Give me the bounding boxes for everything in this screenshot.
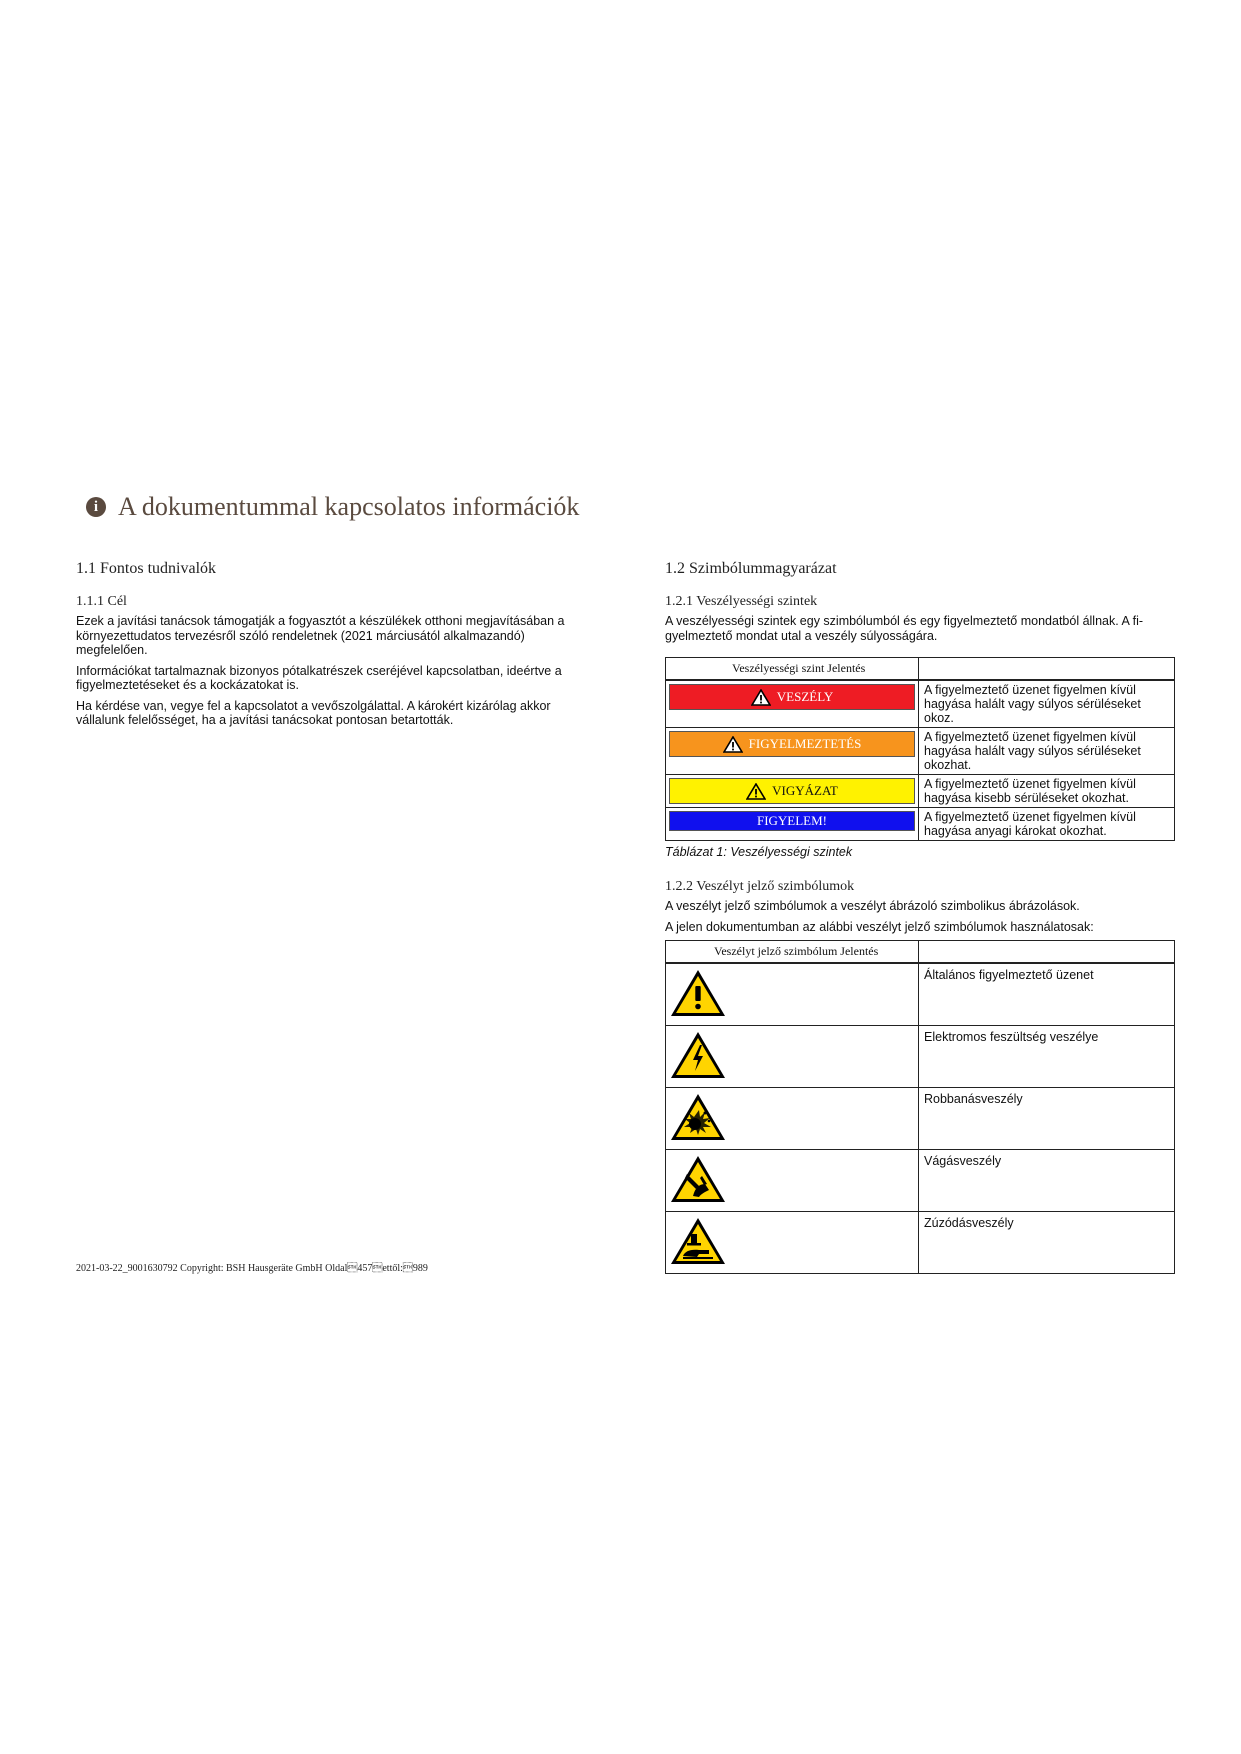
table-row [666,1150,1175,1212]
left-column [76,560,596,734]
meaning-cell: Vágásveszély [919,1150,1175,1212]
paragraph: Ha kérdése van, vegye fel a kapcsolatot a vevőszolgálattal. A károkért kizárólag akkor vállalunk felelősséget, ha a javítási tanácsokat pontosan betartották. [76,698,551,727]
meaning-cell: A figyelmeztető üzenet figyelmen kívül hagyása anyagi károkat okozhat. [919,808,1175,841]
meaning-cell: Zúzódásveszély [919,1212,1175,1274]
meaning-cell: A figyelmeztető üzenet figyelmen kívül hagyása halált vagy súlyos sérüléseket okozhat. [919,728,1175,775]
table-header-empty [919,941,1175,964]
signal-word-notice: FIGYELEM! [669,811,915,831]
table-row [666,1026,1175,1088]
hazard-symbols-intro-2: A jelen dokumentumban az alábbi veszélyt jelző szimbólumok használatosak: [665,919,1094,934]
hazard-levels-intro: A veszélyességi szintek egy szimbólumból és egy figyelmeztető mondatból állnak. A fi-gyelmeztető mondat utal a veszély súlyosságára. [665,614,1144,643]
table-row [666,1088,1175,1150]
hazard-symbols-intro: A veszélyt jelző szimbólumok a veszélyt ábrázoló szimbolikus ábrázolások. [665,899,1080,913]
paragraph: Ezek a javítási tanácsok támogatják a fogyasztót a készülékek otthoni megjavításában a környezettudatos tervezésről szóló rendeletnek (2021 márciusától alkalmazandó) megfelelően. [76,614,565,657]
section-title-symbols: 1.2 Szimbólummagyarázat [665,560,837,577]
page-footer: 2021-03-22_9001630792 Copyright: BSH Hausgeräte GmbH Oldal457ettől:989 [76,1263,428,1274]
electric-hazard-icon [669,1030,727,1080]
info-icon: i [86,497,106,517]
table-header-empty [919,658,1175,681]
table-row [666,775,1175,808]
warning-triangle-icon [746,783,766,800]
crush-hazard-icon [669,1216,727,1266]
table-row [666,1212,1175,1274]
explosion-hazard-icon [669,1092,727,1142]
signal-word-danger: VESZÉLY [669,684,915,710]
meaning-cell: A figyelmeztető üzenet figyelmen kívül hagyása halált vagy súlyos sérüléseket okoz. [919,680,1175,728]
table-header-row [666,658,1175,681]
table-row [666,808,1175,841]
meaning-cell: A figyelmeztető üzenet figyelmen kívül hagyása kisebb sérüléseket okozhat. [919,775,1175,808]
table-header-row [666,941,1175,964]
hazard-symbols-table [665,940,1175,1274]
table-header: Veszélyességi szint Jelentés [666,658,919,681]
subsection-title-hazard-symbols: 1.2.2 Veszélyt jelző szimbólumok [665,879,855,894]
subsection-title-goal: 1.1.1 Cél [76,594,127,609]
table-row [666,728,1175,775]
hazard-levels-table [665,657,1175,841]
warning-triangle-icon [723,736,743,753]
paragraph: Információkat tartalmaznak bizonyos pótalkatrészek cseréjével kapcsolatban, ideértve a figyelmeztetéseket és a kockázatokat is. [76,663,562,692]
table-header: Veszélyt jelző szimbólum Jelentés [666,941,919,964]
warning-triangle-icon [751,689,771,706]
signal-word-caution: VIGYÁZAT [669,778,915,804]
meaning-cell: Elektromos feszültség veszélye [919,1026,1175,1088]
section-title-important: 1.1 Fontos tudnivalók [76,560,217,577]
right-column [665,560,1175,1274]
meaning-cell: Robbanásveszély [919,1088,1175,1150]
signal-word-warning: FIGYELMEZTETÉS [669,731,915,757]
general-warning-icon [669,968,727,1018]
subsection-title-hazard-levels: 1.2.1 Veszélyességi szintek [665,594,818,609]
table-row [666,680,1175,728]
cut-hazard-icon [669,1154,727,1204]
page-title-row [86,492,579,522]
table-caption: Táblázat 1: Veszélyességi szintek [665,845,853,859]
page-title: A dokumentummal kapcsolatos információk [118,492,580,521]
meaning-cell: Általános figyelmeztető üzenet [919,963,1175,1026]
table-row [666,963,1175,1026]
